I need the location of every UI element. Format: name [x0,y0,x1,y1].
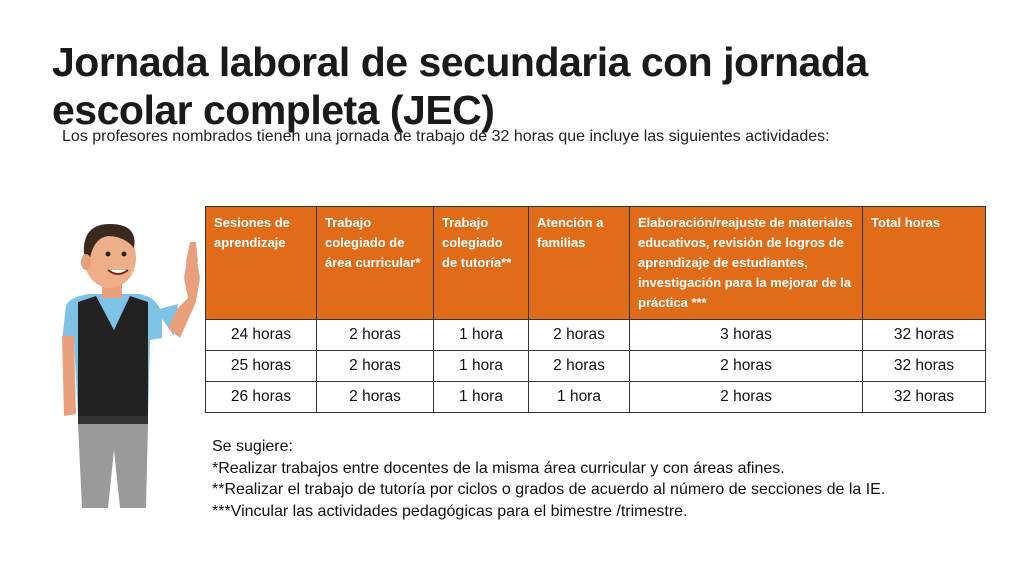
table-row [206,382,986,413]
table-cell: 32 horas [863,320,986,351]
table-cell: 2 horas [529,351,630,382]
header-total: Total horas [863,207,986,320]
teacher-illustration [28,218,218,508]
table-row [206,320,986,351]
table-header-row [206,207,986,320]
table-cell: 2 horas [630,351,863,382]
note-item: *Realizar trabajos entre docentes de la misma área curricular y con áreas afines. [212,459,785,477]
notes-heading: Se sugiere: [212,438,293,455]
header-atencion-familias: Atención a familias [529,207,630,320]
table-cell: 1 hora [434,382,529,413]
table-cell: 3 horas [630,320,863,351]
header-elaboracion: Elaboración/reajuste de materiales educativos, revisión de logros de aprendizaje de estudiantes, investigación para la mejorar de la práctica *** [630,207,863,320]
note-item: **Realizar el trabajo de tutoría por ciclos o grados de acuerdo al número de secciones de la IE. [212,481,886,498]
slide-title: Jornada laboral de secundaria con jornada escolar completa (JEC) [52,39,868,133]
table-cell: 25 horas [206,351,317,382]
table-cell: 32 horas [863,382,986,413]
header-colegiado-area: Trabajo colegiado de área curricular* [317,207,434,320]
table-cell: 2 horas [317,320,434,351]
header-sesiones: Sesiones de aprendizaje [206,207,317,320]
table-cell: 2 horas [317,351,434,382]
slide-subtitle: Los profesores nombrados tienen una jornada de trabajo de 32 horas que incluye las siguientes actividades: [62,128,830,145]
header-colegiado-tutoria: Trabajo colegiado de tutoría** [434,207,529,320]
suggestions-notes [212,436,885,522]
note-item: ***Vincular las actividades pedagógicas para el bimestre /trimestre. [212,502,688,520]
table-cell: 32 horas [863,351,986,382]
table-cell: 1 hora [434,320,529,351]
table-cell: 26 horas [206,382,317,413]
table-cell: 2 horas [317,382,434,413]
table-row [206,351,986,382]
table-cell: 2 horas [630,382,863,413]
table-cell: 1 hora [529,382,630,413]
table-cell: 24 horas [206,320,317,351]
table-cell: 1 hora [434,351,529,382]
table-cell: 2 horas [529,320,630,351]
hours-table [205,206,986,413]
